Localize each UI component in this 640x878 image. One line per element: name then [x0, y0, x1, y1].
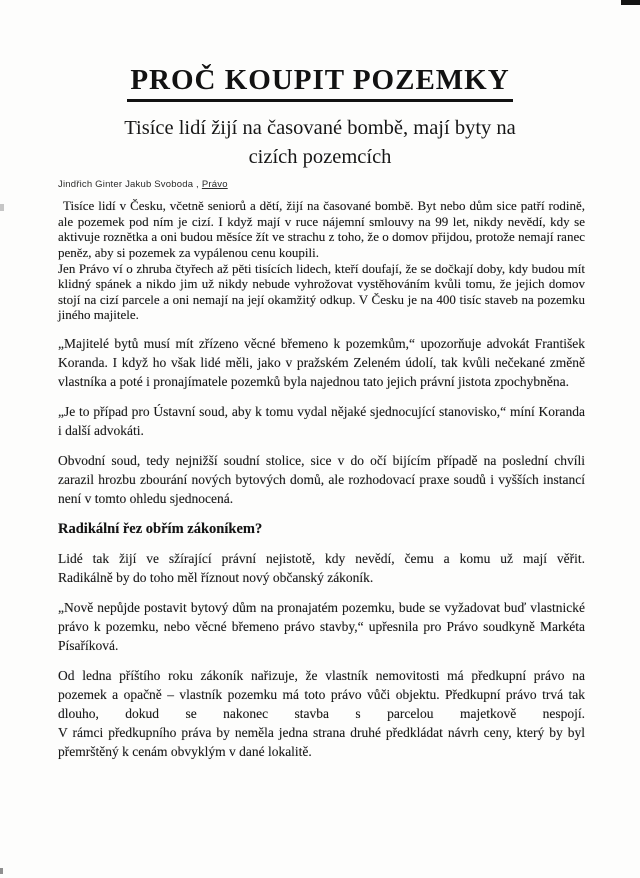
article-paragraph: Radikálně by do toho měl říznout nový občanský zákoník. [58, 569, 374, 585]
article-subtitle: Tisíce lidí žijí na časované bombě, mají byty na cizích pozemcích [124, 117, 516, 169]
article-paragraph: „Nově nepůjde postavit bytový dům na pronajatém pozemku, bude se vyžadovat buď vlastnické právo k pozemku, nebo věcné břemeno právo stavby,“ upřesnila pro Právo soudkyně Markéta Písaříková. [58, 599, 585, 653]
scan-speck-bottom [0, 868, 3, 874]
article-title-text: PROČ KOUPIT POZEMKY [127, 64, 512, 102]
byline-source: Právo [201, 179, 228, 191]
article-paragraph: Od ledna příštího roku zákoník nařizuje, že vlastník nemovitosti má předkupní právo na pozemek a opačně – vlastník pozemku má toto právo vůči objektu. Předkupní právo trvá tak dlouho, dokud se nakonec stavba s parcelou majetkově nespojí. [58, 667, 585, 721]
byline-authors: Jindřich Ginter Jakub Svoboda , [58, 179, 199, 191]
article-paragraph: V rámci předkupního práva by neměla jedna strana druhé předkládat návrh ceny, který by byl přemrštěný k cenám obvyklým v dané lokalitě. [58, 724, 585, 759]
scan-speck-left [0, 204, 4, 211]
article-paragraph: Jen Právo ví o zhruba čtyřech až pěti tisících lidech, kteří doufají, že se dočkají doby, kdy budou mít klidný spánek a nikdo jim už nikdy nebude vyhrožovat vystěhováním kvůli tomu, že jejich domov stojí na cizí parcele a oni nemají na její okamžitý odkup. V Česku je na 400 tisíc staveb na pozemku jiného majitele. [58, 260, 585, 323]
article-paragraph: Obvodní soud, tedy nejnižší soudní stolice, sice v do očí bijícím případě na poslední chvíli zarazil hrozbu zbourání nových bytových domů, ale rozhodovací praxe soudů i vyšších instancí není v tomto ohledu sjednocená. [58, 452, 585, 506]
scan-corner-mark [621, 0, 640, 5]
article-paragraph: Tisíce lidí v Česku, včetně seniorů a dětí, žijí na časované bombě. Byt nebo dům sice patří rodině, ale pozemek pod ním je cizí. I když mají v ruce nájemní smlouvy na 99 let, nikdy nevědí, kdy se aktivuje roznětka a oni budou měsíce žít ve strachu z toho, že o domov přijdou, protože nemají ranec peněz, aby si pozemek za vypálenou cenu koupili. [58, 198, 585, 260]
section-heading: Radikální řez obřím zákoníkem? [58, 520, 263, 537]
article-paragraph: „Majitelé bytů musí mít zřízeno věcné břemeno k pozemkům,“ upozorňuje advokát František Koranda. I když ho však lidé měli, jako v pražském Zeleném údolí, tak kvůli nečekané změně vlastníka a poté i pronajímatele pozemků byla najednou tato jejich právní jistota zpochybněna. [58, 335, 585, 389]
article-body [58, 198, 585, 761]
byline [58, 179, 640, 190]
article-paragraph: „Je to případ pro Ústavní soud, aby k tomu vydal nějaké sjednocující stanovisko,“ míní Koranda i další advokáti. [58, 403, 585, 438]
article-paragraph: Lidé tak žijí ve sžírající právní nejistotě, kdy nevědí, čemu a komu už mají věřit. [58, 550, 585, 566]
article-title [0, 64, 640, 102]
